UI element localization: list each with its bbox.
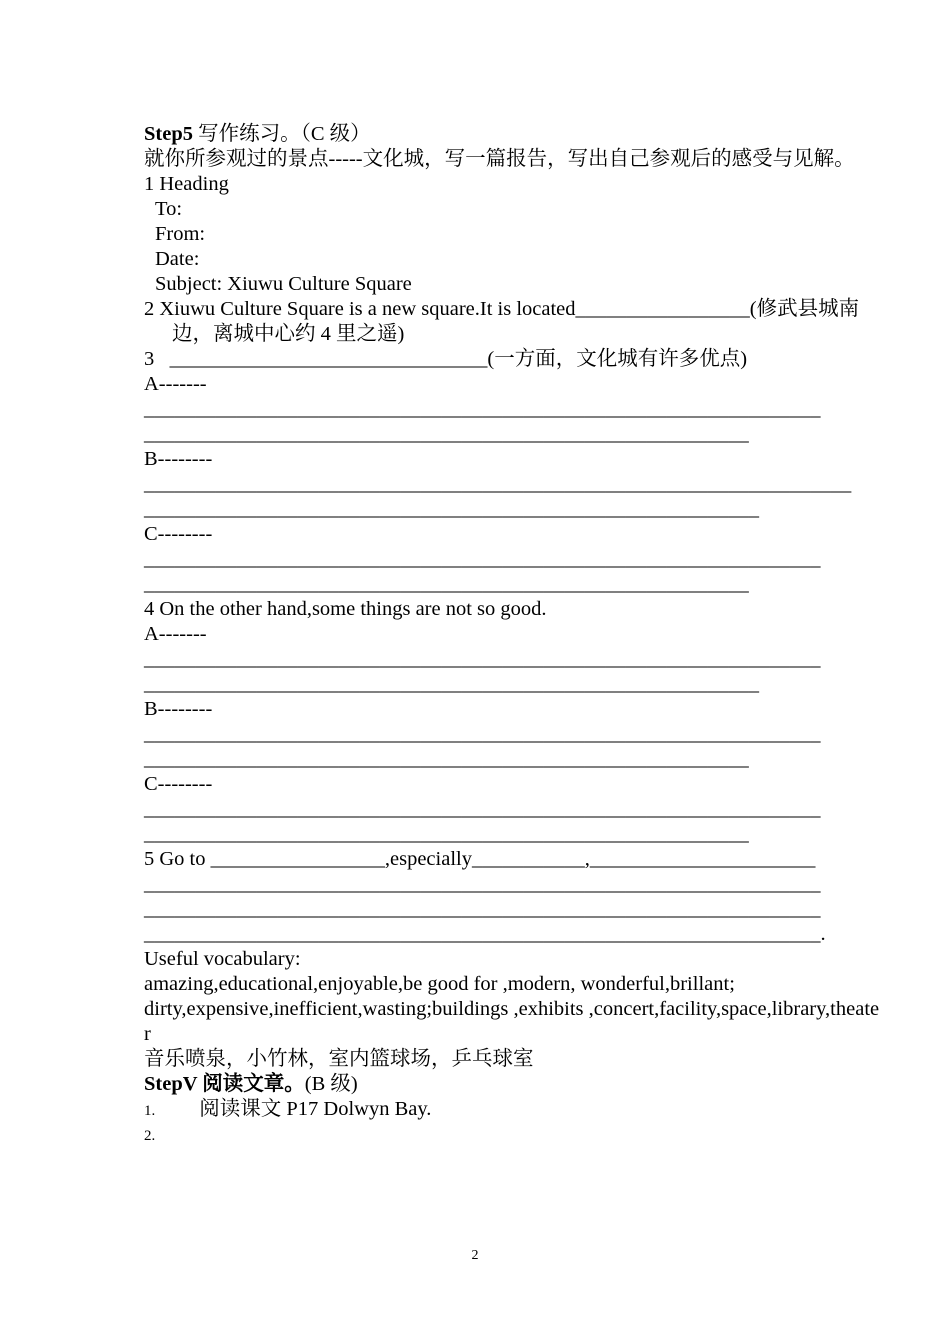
item-5-blank: __________________________________________________________________ [144,898,821,920]
item-5-blank: __________________________________________________________________. [144,923,826,945]
bad-point-b-label: B-------- [144,698,213,720]
bad-point-b-blank: __________________________________________________________________ [144,723,821,745]
good-point-a-blank: __________________________________________________________________ [144,398,821,420]
bad-point-a-blank: ____________________________________________________________ [144,673,759,695]
good-point-a-blank: ___________________________________________________________ [144,423,749,445]
vocabulary-negative: dirty,expensive,inefficient,wasting;buildings ,exhibits ,concert,facility,space,library,theater [144,998,880,1045]
page-number: 2 [471,1248,479,1263]
good-points-section [144,372,884,597]
good-point-b-blank: _____________________________________________________________________ [144,473,852,495]
reading-list-item: 1. 阅读课文 P17 Dolwyn Bay. [144,1098,432,1120]
good-point-c-blank: __________________________________________________________________ [144,548,821,570]
bad-point-a-blank: __________________________________________________________________ [144,648,821,670]
good-point-c-label: C-------- [144,523,213,545]
heading-to: To: [155,198,183,220]
bad-point-b-blank: ___________________________________________________________ [144,748,749,770]
vocabulary-chinese: 音乐喷泉，小竹林，室内篮球场，乒乓球室 [144,1048,534,1070]
vocabulary-positive: amazing,educational,enjoyable,be good for ,modern, wonderful,brillant; [144,973,735,995]
item-5-recommendation: 5 Go to _________________,especially___________,______________________ [144,848,816,870]
stepv-title: StepV 阅读文章。(B 级) [144,1073,358,1095]
item-4-disadvantages: 4 On the other hand,some things are not so good. [144,598,547,620]
step5-instruction: 就你所参观过的景点-----文化城，写一篇报告，写出自己参观后的感受与见解。 [144,148,855,170]
step5-title: Step5 写作练习。（C 级） [144,123,371,145]
bad-point-c-label: C-------- [144,773,213,795]
vocabulary-label: Useful vocabulary: [144,948,301,970]
good-point-c-blank: ___________________________________________________________ [144,573,749,595]
heading-label: 1 Heading [144,173,229,195]
item-2-location: 2 Xiuwu Culture Square is a new square.It is located_________________(修武县城南边，离城中心约 4 里之遥) [144,298,860,345]
good-point-b-label: B-------- [144,448,213,470]
heading-date: Date: [155,248,200,270]
bad-points-section [144,622,884,847]
heading-from: From: [155,223,206,245]
good-point-a-label: A------- [144,373,207,395]
reading-list-item: 2. [144,1128,156,1144]
good-point-b-blank: ____________________________________________________________ [144,498,759,520]
heading-subject: Subject: Xiuwu Culture Square [155,273,412,295]
bad-point-a-label: A------- [144,623,207,645]
page-content [144,122,884,1147]
item-3-advantages: 3 _______________________________(一方面，文化城有许多优点) [144,348,748,370]
item-5-blank: __________________________________________________________________ [144,873,821,895]
bad-point-c-blank: ___________________________________________________________ [144,823,749,845]
bad-point-c-blank: __________________________________________________________________ [144,798,821,820]
